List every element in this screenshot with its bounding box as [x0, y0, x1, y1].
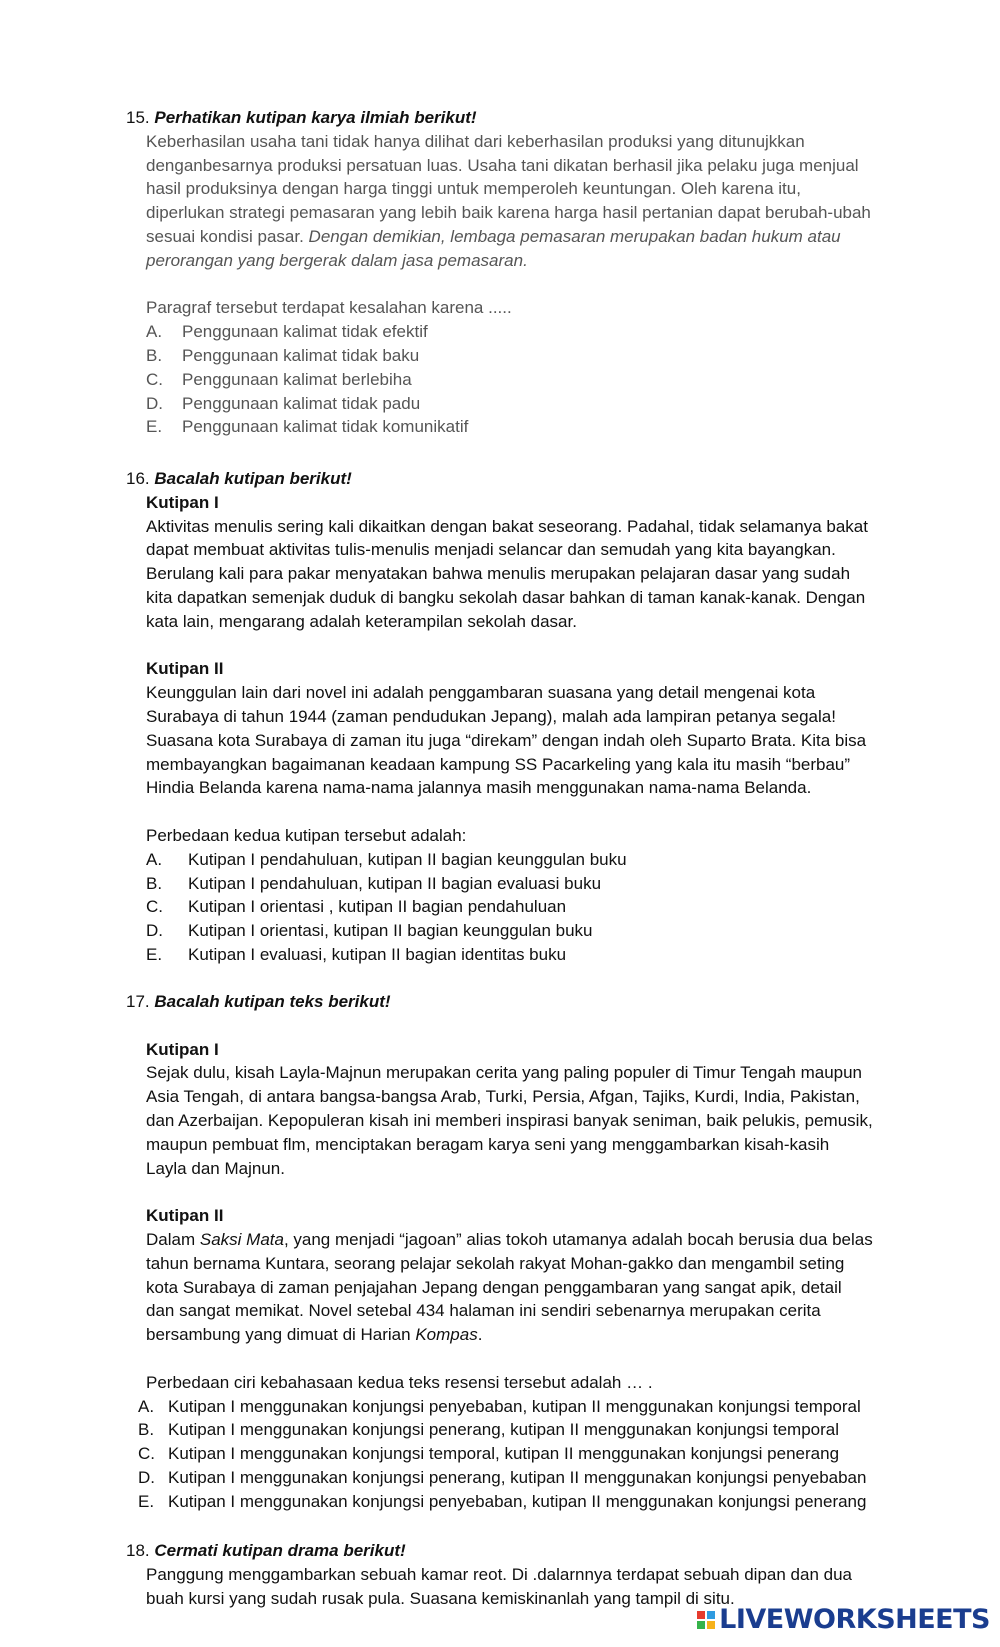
- question-16-heading: [126, 467, 926, 491]
- logo-square: [697, 1611, 705, 1619]
- passage-text: Dalam: [146, 1229, 200, 1249]
- question-18: [126, 1539, 926, 1610]
- passage-line: dan Azerbaijan. Kepopuleran kisah ini memberi inspirasi banyak seniman, baik pelukis, pemusik,: [146, 1110, 873, 1130]
- option-letter: D.: [146, 921, 163, 941]
- question-17-heading: [126, 990, 926, 1014]
- question-prompt: Perbedaan ciri kebahasaan kedua teks resensi tersebut adalah … .: [146, 1372, 653, 1392]
- passage-line: Berulang kali para pakar menyatakan bahwa menulis merupakan pelajaran dasar yang sudah: [146, 564, 851, 584]
- question-15: [126, 106, 926, 439]
- passage-line: denganbesarnya produksi persatuan luas. Usaha tani dikatan berhasil jika pelaku juga menjual: [146, 155, 859, 175]
- passage-line: Layla dan Majnun.: [146, 1158, 285, 1178]
- option-text: Kutipan I menggunakan konjungsi penerang, kutipan II menggunakan konjungsi temporal: [168, 1420, 840, 1440]
- question-title: Perhatikan kutipan karya ilmiah berikut!: [154, 108, 477, 127]
- option-text: Kutipan I menggunakan konjungsi penerang, kutipan II menggunakan konjungsi penyebaban: [168, 1467, 867, 1487]
- passage-line: Hindia Belanda karena nama-nama jalannya masih menggunakan nama-nama Belanda.: [146, 778, 812, 798]
- option-letter: E.: [146, 944, 163, 964]
- passage-line: maupun pembuat flm, menciptakan beragam karya seni yang menggambarkan kisah-kasih: [146, 1134, 830, 1154]
- passage-italic-text: Dengan demikian, lembaga pemasaran merupakan badan hukum atau: [303, 226, 841, 246]
- answer-option-a[interactable]: [146, 320, 926, 344]
- answer-option-e[interactable]: [146, 415, 926, 439]
- question-prompt: Perbedaan kedua kutipan tersebut adalah:: [146, 825, 467, 845]
- question-title: Bacalah kutipan teks berikut!: [154, 992, 391, 1011]
- option-text: Kutipan I evaluasi, kutipan II bagian identitas buku: [188, 944, 567, 964]
- option-text: Penggunaan kalimat tidak padu: [182, 393, 421, 413]
- book-title: Saksi Mata: [199, 1229, 284, 1249]
- passage-line: diperlukan strategi pemasaran yang lebih baik karena harga hasil pertanian dapat berubah-ubah: [146, 203, 871, 223]
- q17-body: [138, 1014, 926, 1514]
- kutipan-1-title: Kutipan I: [146, 492, 219, 512]
- passage-line: Keunggulan lain dari novel ini adalah penggambaran suasana yang detail mengenai kota: [146, 683, 816, 703]
- question-title: Cermati kutipan drama berikut!: [154, 1541, 406, 1560]
- passage-line: Keberhasilan usaha tani tidak hanya dilihat dari keberhasilan produksi yang ditunujkkan: [146, 131, 805, 151]
- logo-square: [697, 1621, 705, 1629]
- option-letter: B.: [146, 873, 163, 893]
- option-letter: C.: [138, 1444, 155, 1464]
- passage-line: Panggung menggambarkan sebuah kamar reot. Di .dalarnnya terdapat sebuah dipan dan dua: [146, 1564, 852, 1584]
- passage-text: .: [477, 1325, 483, 1345]
- answer-options: [138, 1395, 926, 1514]
- option-letter: A.: [146, 322, 163, 342]
- option-letter: A.: [146, 849, 163, 869]
- passage-line: [146, 225, 926, 249]
- logo-square: [707, 1621, 715, 1629]
- option-text: Kutipan I orientasi, kutipan II bagian keunggulan buku: [188, 921, 593, 941]
- passage-line: perorangan yang bergerak dalam jasa pemasaran.: [146, 250, 528, 270]
- option-letter: C.: [146, 369, 163, 389]
- answer-options: [146, 320, 926, 439]
- answer-option-c[interactable]: [138, 1442, 926, 1466]
- passage-line: dan sangat memikat. Novel setebal 434 halaman ini sendiri sebenarnya merupakan cerita: [146, 1301, 821, 1321]
- answer-option-b[interactable]: [146, 344, 926, 368]
- answer-option-c[interactable]: [146, 895, 926, 919]
- passage-text: sesuai kondisi pasar.: [146, 226, 304, 246]
- passage-line: kita dapatkan semenjak duduk di bangku sekolah dasar bahkan di taman kanak-kanak. Dengan: [146, 587, 866, 607]
- option-text: Penggunaan kalimat tidak komunikatif: [182, 417, 469, 437]
- answer-option-b[interactable]: [146, 872, 926, 896]
- newspaper-name: Kompas: [415, 1325, 478, 1345]
- answer-option-e[interactable]: [138, 1490, 926, 1514]
- option-text: Kutipan I pendahuluan, kutipan II bagian keunggulan buku: [188, 849, 627, 869]
- answer-option-d[interactable]: [138, 1466, 926, 1490]
- question-prompt: Paragraf tersebut terdapat kesalahan karena .....: [146, 298, 512, 318]
- logo-text: LIVEWORKSHEETS: [719, 1604, 990, 1636]
- option-letter: A.: [138, 1396, 155, 1416]
- option-letter: B.: [146, 345, 163, 365]
- question-17: [126, 990, 926, 1514]
- kutipan-2-title: Kutipan II: [146, 659, 224, 679]
- passage-line: Aktivitas menulis sering kali dikaitkan dengan bakat seseorang. Padahal, tidak selamanya bakat: [146, 516, 868, 536]
- passage-line: Asia Tengah, di antara bangsa-bangsa Arab, Turki, Persia, Afgan, Tajiks, Kurdi, India, Pakistan,: [146, 1087, 860, 1107]
- question-number: 18.: [126, 1541, 150, 1560]
- option-text: Kutipan I orientasi , kutipan II bagian pendahuluan: [188, 897, 567, 917]
- answer-option-e[interactable]: [146, 943, 926, 967]
- passage-line: [146, 1323, 926, 1347]
- question-number: 16.: [126, 469, 150, 488]
- passage-line: Suasana kota Surabaya di zaman itu juga “direkam” dengan indah oleh Suparto Brata. Kita bisa: [146, 730, 867, 750]
- answer-option-d[interactable]: [146, 919, 926, 943]
- passage-text: , yang menjadi “jagoan” alias tokoh utamanya adalah bocah berusia dua belas: [283, 1229, 873, 1249]
- q15-passage: [146, 130, 926, 439]
- option-text: Kutipan I menggunakan konjungsi temporal, kutipan II menggunakan konjungsi penerang: [168, 1444, 840, 1464]
- option-letter: D.: [138, 1467, 155, 1487]
- kutipan-1-title: Kutipan I: [146, 1039, 219, 1059]
- answer-option-b[interactable]: [138, 1418, 926, 1442]
- logo-square: [707, 1611, 715, 1619]
- passage-line: kota Surabaya di zaman penjajahan Jepang dengan penggambaran yang sangat apik, detail: [146, 1277, 842, 1297]
- option-text: Penggunaan kalimat tidak baku: [182, 345, 420, 365]
- option-letter: E.: [138, 1491, 155, 1511]
- option-text: Penggunaan kalimat tidak efektif: [182, 322, 428, 342]
- answer-option-d[interactable]: [146, 392, 926, 416]
- option-text: Kutipan I menggunakan konjungsi penyebaban, kutipan II menggunakan konjungsi temporal: [168, 1396, 861, 1416]
- question-title: Bacalah kutipan berikut!: [154, 469, 352, 488]
- question-15-heading: [126, 106, 926, 130]
- question-16: [126, 467, 926, 967]
- kutipan-2-title: Kutipan II: [146, 1206, 224, 1226]
- liveworksheets-logo: [697, 1605, 990, 1635]
- passage-line: kata lain, mengarang adalah keterampilan sekolah dasar.: [146, 611, 577, 631]
- passage-line: hasil produksinya dengan harga tinggi untuk memperoleh keuntungan. Oleh karena itu,: [146, 179, 801, 199]
- passage-line: dapat membuat aktivitas tulis-menulis menjadi selancar dan semudah yang kita bayangkan.: [146, 540, 836, 560]
- passage-line: membayangkan bagaimanan keadaan kampung SS Pacarkeling yang kala itu masih “berbau”: [146, 754, 851, 774]
- passage-line: Sejak dulu, kisah Layla-Majnun merupakan cerita yang paling populer di Timur Tengah maupun: [146, 1063, 863, 1083]
- question-18-heading: [126, 1539, 926, 1563]
- passage-line: [146, 1228, 926, 1252]
- option-text: Penggunaan kalimat berlebiha: [182, 369, 412, 389]
- passage-line: tahun bernama Kuntara, seorang pelajar sekolah rakyat Mohan-gakko dan mengambil seting: [146, 1253, 845, 1273]
- passage-text: bersambung yang dimuat di Harian: [146, 1325, 416, 1345]
- option-letter: B.: [138, 1420, 155, 1440]
- question-number: 17.: [126, 992, 150, 1011]
- option-text: Kutipan I menggunakan konjungsi penyebaban, kutipan II menggunakan konjungsi penerang: [168, 1491, 867, 1511]
- question-number: 15.: [126, 108, 150, 127]
- passage-line: Surabaya di tahun 1944 (zaman pendudukan Jepang), malah ada lampiran petanya segala!: [146, 706, 836, 726]
- answer-options: [146, 848, 926, 967]
- option-letter: C.: [146, 897, 163, 917]
- q16-body: [146, 491, 926, 967]
- option-letter: E.: [146, 417, 163, 437]
- passage-line: buah kursi yang sudah rusak pula. Suasana kemiskinanlah yang tampil di situ.: [146, 1588, 735, 1608]
- answer-option-a[interactable]: [138, 1395, 926, 1419]
- liveworksheets-logo-icon: [697, 1611, 715, 1629]
- option-text: Kutipan I pendahuluan, kutipan II bagian evaluasi buku: [188, 873, 602, 893]
- option-letter: D.: [146, 393, 163, 413]
- answer-option-a[interactable]: [146, 848, 926, 872]
- answer-option-c[interactable]: [146, 368, 926, 392]
